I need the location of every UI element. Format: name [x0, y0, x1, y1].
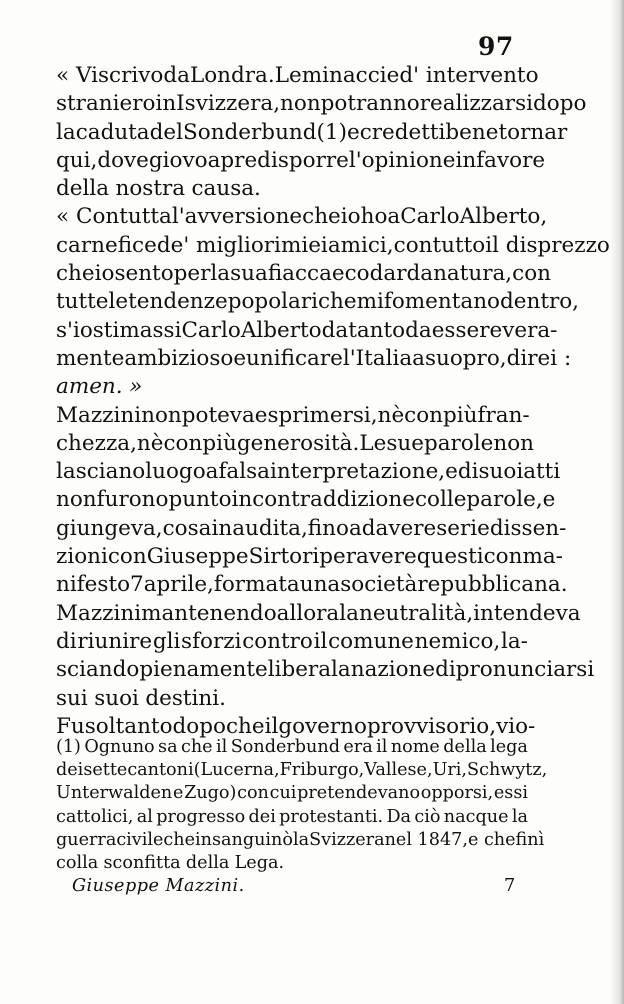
text-line	[56, 685, 528, 713]
word: minaccie	[301, 63, 400, 88]
word: a	[387, 204, 401, 230]
word: lasciano	[56, 459, 146, 485]
word: giungeva,	[56, 515, 163, 541]
word: nazione	[350, 657, 436, 683]
scan-edge-shadow	[610, 0, 624, 1004]
word: lega	[490, 737, 528, 757]
word: (1)	[56, 737, 81, 757]
word: Zugo)	[184, 783, 237, 804]
word: tutta	[119, 204, 172, 230]
word: fino	[307, 515, 349, 541]
word: favore	[476, 147, 546, 173]
word: il	[216, 737, 228, 757]
word: della	[56, 176, 110, 202]
word: la	[210, 261, 231, 287]
word: contro	[242, 628, 313, 654]
word: il	[264, 713, 279, 739]
text-line	[56, 656, 595, 684]
word: libera	[267, 657, 332, 683]
word: nè	[377, 402, 405, 428]
word: esprimersi,	[254, 402, 378, 428]
word: con	[107, 544, 147, 570]
word: da	[405, 317, 432, 343]
word: inaudita,	[211, 515, 308, 541]
word: questi	[416, 544, 484, 570]
word: de' migliori	[156, 232, 281, 258]
word: che	[225, 713, 265, 739]
text-line	[56, 175, 528, 203]
word: guerra	[56, 829, 117, 850]
word: da	[163, 63, 190, 88]
word: non	[493, 430, 534, 456]
word: non	[56, 487, 97, 513]
word: Sonderbund	[183, 119, 317, 145]
text-line	[56, 430, 534, 458]
word: straniero	[56, 91, 156, 117]
text-line	[56, 119, 568, 147]
word: a	[412, 345, 425, 371]
text-line	[56, 90, 587, 118]
word: con	[483, 544, 523, 570]
word: Sirtori	[248, 544, 320, 570]
word: dentro,	[499, 289, 580, 315]
word: cantoni	[127, 760, 194, 781]
text-line	[56, 806, 528, 829]
word: pienamente	[139, 657, 268, 683]
word: Le	[359, 430, 387, 456]
word: mi	[356, 289, 384, 315]
word: serie	[436, 515, 490, 541]
word: dei	[248, 806, 276, 827]
word: che	[163, 829, 196, 850]
word: e	[347, 119, 360, 145]
word: per	[173, 261, 211, 287]
word: soltanto	[84, 713, 173, 739]
word: al	[136, 806, 153, 827]
word: allora	[276, 600, 340, 626]
word: (1)	[316, 119, 347, 145]
word: con	[512, 261, 551, 287]
word: avere	[375, 515, 437, 541]
text-line	[56, 147, 546, 175]
word: della	[185, 852, 230, 873]
word: l'avversione	[171, 204, 303, 230]
word: cosa	[162, 515, 212, 541]
word: furono	[96, 487, 169, 513]
word: protestanti.	[279, 806, 384, 827]
word: avere	[356, 544, 417, 570]
word: sette	[83, 760, 128, 781]
word: e	[233, 345, 247, 371]
word: Londra.	[189, 63, 275, 88]
word: io	[340, 204, 361, 230]
word: dissen-	[489, 515, 567, 541]
word: unificare	[246, 345, 343, 371]
text-line	[56, 515, 567, 543]
text-line	[56, 628, 528, 656]
word: era	[343, 737, 373, 757]
word: intendeva	[473, 600, 581, 626]
word: Sonderbund	[230, 737, 340, 757]
word: cui	[269, 783, 297, 804]
word: parole	[423, 430, 494, 456]
word: colle	[414, 487, 467, 513]
word: vera-	[502, 317, 558, 343]
word: nemico,	[414, 628, 501, 654]
word: insanguinò	[195, 829, 293, 850]
word: ciò	[414, 806, 441, 827]
text-line	[56, 458, 561, 486]
word: repubblicana.	[417, 572, 568, 598]
text-line	[56, 829, 545, 852]
word: scrivo	[98, 63, 164, 88]
word: poteva	[181, 402, 255, 428]
word: predisporre	[220, 147, 349, 173]
word: ad	[348, 515, 376, 541]
word: nifesto	[56, 572, 131, 598]
text-line	[56, 317, 558, 345]
word: direi :	[506, 345, 572, 371]
word: e che	[467, 829, 516, 850]
word: Giuseppe	[146, 544, 249, 570]
word: in	[455, 147, 477, 173]
text-line	[56, 203, 548, 231]
word: interpretazione,	[269, 459, 446, 485]
word: di	[435, 657, 456, 683]
word: società	[340, 572, 418, 598]
word: la	[292, 829, 310, 850]
word: riunire	[77, 628, 153, 654]
word: l'Italia	[342, 345, 413, 371]
word: realizzarsi	[419, 91, 533, 117]
word: atti	[523, 459, 561, 485]
word: dopo	[172, 713, 226, 739]
text-line	[56, 62, 539, 90]
word: Vallese,	[364, 760, 433, 781]
word: Ognuno	[84, 737, 155, 757]
word: in	[231, 487, 253, 513]
word: (Lucerna,	[193, 760, 280, 781]
word: non	[141, 402, 182, 428]
text-line	[56, 373, 528, 401]
word: Le	[274, 63, 302, 88]
word: Alberto	[240, 317, 322, 343]
word: sento	[114, 261, 174, 287]
word: gli	[152, 628, 181, 654]
word: nel 1847,	[384, 829, 468, 850]
word: Isvizzera,	[176, 91, 281, 117]
word: vio-	[496, 713, 536, 739]
main-text	[56, 62, 610, 741]
word: tornar	[498, 119, 568, 145]
word: fomentano	[383, 289, 500, 315]
word: nè	[136, 430, 164, 456]
word: progresso	[156, 806, 246, 827]
signature-mark: Giuseppe Mazzini.	[72, 876, 245, 896]
word: sa	[158, 737, 178, 757]
word: Mazzini	[56, 402, 142, 428]
word: il disprezzo	[485, 232, 610, 258]
word: bene	[445, 119, 499, 145]
footnote	[56, 736, 548, 875]
word: suo	[424, 345, 463, 371]
word: e	[331, 261, 345, 287]
word: colla	[56, 852, 99, 873]
word: non	[280, 91, 321, 117]
word: codarda	[344, 261, 434, 287]
word: amen.	[56, 374, 123, 400]
text-line	[56, 345, 572, 373]
word: Da	[386, 806, 412, 827]
word: fiacca	[267, 261, 332, 287]
word: comune	[328, 628, 414, 654]
word: i	[471, 459, 479, 485]
word: opinione	[361, 147, 456, 173]
text-line	[56, 736, 528, 759]
sheet-number: 7	[504, 876, 516, 896]
word: la	[56, 119, 76, 145]
page-number: 97	[478, 32, 514, 61]
word: opporsi,	[420, 783, 494, 804]
text-line	[56, 600, 581, 628]
word: causa.	[191, 176, 261, 202]
word: la	[339, 600, 359, 626]
word: falsa	[218, 459, 270, 485]
word: più	[443, 402, 478, 428]
word: con	[237, 783, 269, 804]
word: del	[149, 119, 184, 145]
word: la	[511, 806, 528, 827]
word: che	[181, 737, 213, 757]
word: caduta	[75, 119, 150, 145]
word: una	[299, 572, 341, 598]
word: mente	[56, 345, 125, 371]
word: suoi	[478, 459, 524, 485]
word: miei	[280, 232, 328, 258]
word: sconfitta	[103, 852, 181, 873]
word: più	[202, 430, 237, 456]
word: essi	[493, 783, 528, 804]
word: dei	[56, 760, 84, 781]
word: sua	[230, 261, 268, 287]
text-line	[56, 402, 528, 430]
word: 7	[130, 572, 144, 598]
word: potranno	[320, 91, 420, 117]
word: tendenze	[128, 289, 228, 315]
word: civile	[116, 829, 164, 850]
word: Uri,	[432, 760, 468, 781]
word: fran-	[477, 402, 530, 428]
word: Unterwalden	[56, 783, 173, 804]
word: Schwytz,	[467, 760, 548, 781]
word: Friburgo,	[279, 760, 365, 781]
word: provvisorio,	[366, 713, 497, 739]
text-line	[56, 571, 568, 599]
word: le	[108, 289, 129, 315]
word: il	[313, 628, 328, 654]
text-line	[56, 486, 556, 514]
word: con	[393, 232, 433, 258]
text-line	[56, 260, 551, 288]
word: dopo	[533, 91, 587, 117]
word: per	[319, 544, 357, 570]
word: nacque	[443, 806, 509, 827]
word: destini.	[145, 685, 226, 711]
word: di	[56, 628, 77, 654]
word: suoi	[94, 685, 139, 711]
word: Mazzini	[56, 600, 142, 626]
word: luogo	[145, 459, 206, 485]
word: stimassi	[92, 317, 182, 343]
word: Carlo	[400, 204, 460, 230]
word: nome	[390, 737, 440, 757]
word: finì	[515, 829, 545, 850]
word: sciando	[56, 657, 140, 683]
word: neutralità,	[358, 600, 474, 626]
word: popolari	[227, 289, 318, 315]
word: ed	[445, 459, 472, 485]
word: punto	[168, 487, 232, 513]
word: formata	[213, 572, 300, 598]
word: natura,	[433, 261, 513, 287]
word: con	[163, 430, 203, 456]
word: pronunciarsi	[455, 657, 595, 683]
word: che	[302, 204, 341, 230]
word: tutto	[432, 232, 486, 258]
word: dove	[97, 147, 149, 173]
word: Svizzera	[309, 829, 385, 850]
word: carnefice	[56, 232, 157, 258]
text-line	[56, 543, 563, 571]
word: cattolici,	[56, 806, 134, 827]
word: « Vi	[56, 63, 99, 88]
word: io	[94, 261, 115, 287]
word: tutte	[56, 289, 109, 315]
word: la-	[500, 628, 528, 654]
word: s'io	[56, 317, 93, 343]
word: pretendevano	[297, 783, 421, 804]
word: che	[317, 289, 357, 315]
word: »	[129, 374, 143, 400]
word: a	[207, 147, 221, 173]
word: della	[443, 737, 487, 757]
word: giovo	[148, 147, 208, 173]
word: ambizioso	[124, 345, 234, 371]
word: Lega.	[234, 852, 285, 873]
word: nostra	[115, 176, 186, 202]
word: d' intervento	[399, 63, 539, 88]
word: da	[321, 317, 349, 343]
word: sue	[386, 430, 424, 456]
text-line	[56, 232, 610, 260]
text-line	[56, 759, 548, 782]
word: qui,	[56, 147, 98, 173]
word: amici,	[327, 232, 394, 258]
word: Fu	[56, 713, 85, 739]
word: pro,	[462, 345, 507, 371]
word: zioni	[56, 544, 108, 570]
word: mantenendo	[141, 600, 277, 626]
word: ma-	[522, 544, 563, 570]
word: Carlo	[181, 317, 241, 343]
word: e	[172, 783, 184, 804]
word: sui	[56, 685, 88, 711]
word: essere	[431, 317, 503, 343]
word: con	[404, 402, 444, 428]
word: il	[376, 737, 388, 757]
word: e	[542, 487, 556, 513]
word: che	[56, 261, 95, 287]
word: aprile,	[143, 572, 214, 598]
word: chezza,	[56, 430, 137, 456]
word: in	[155, 91, 177, 117]
word: « Con	[56, 204, 120, 230]
text-line	[56, 288, 580, 316]
word: credetti	[359, 119, 446, 145]
word: l'	[348, 147, 362, 173]
word: sforzi	[181, 628, 242, 654]
word: generosità.	[236, 430, 360, 456]
word: governo	[278, 713, 367, 739]
word: a	[205, 459, 219, 485]
text-line	[56, 782, 528, 805]
word: contraddizione	[252, 487, 415, 513]
word: la	[331, 657, 351, 683]
word: ho	[360, 204, 388, 230]
word: Alberto,	[459, 204, 548, 230]
word: tanto	[348, 317, 406, 343]
text-line	[56, 852, 528, 875]
word: parole,	[466, 487, 543, 513]
